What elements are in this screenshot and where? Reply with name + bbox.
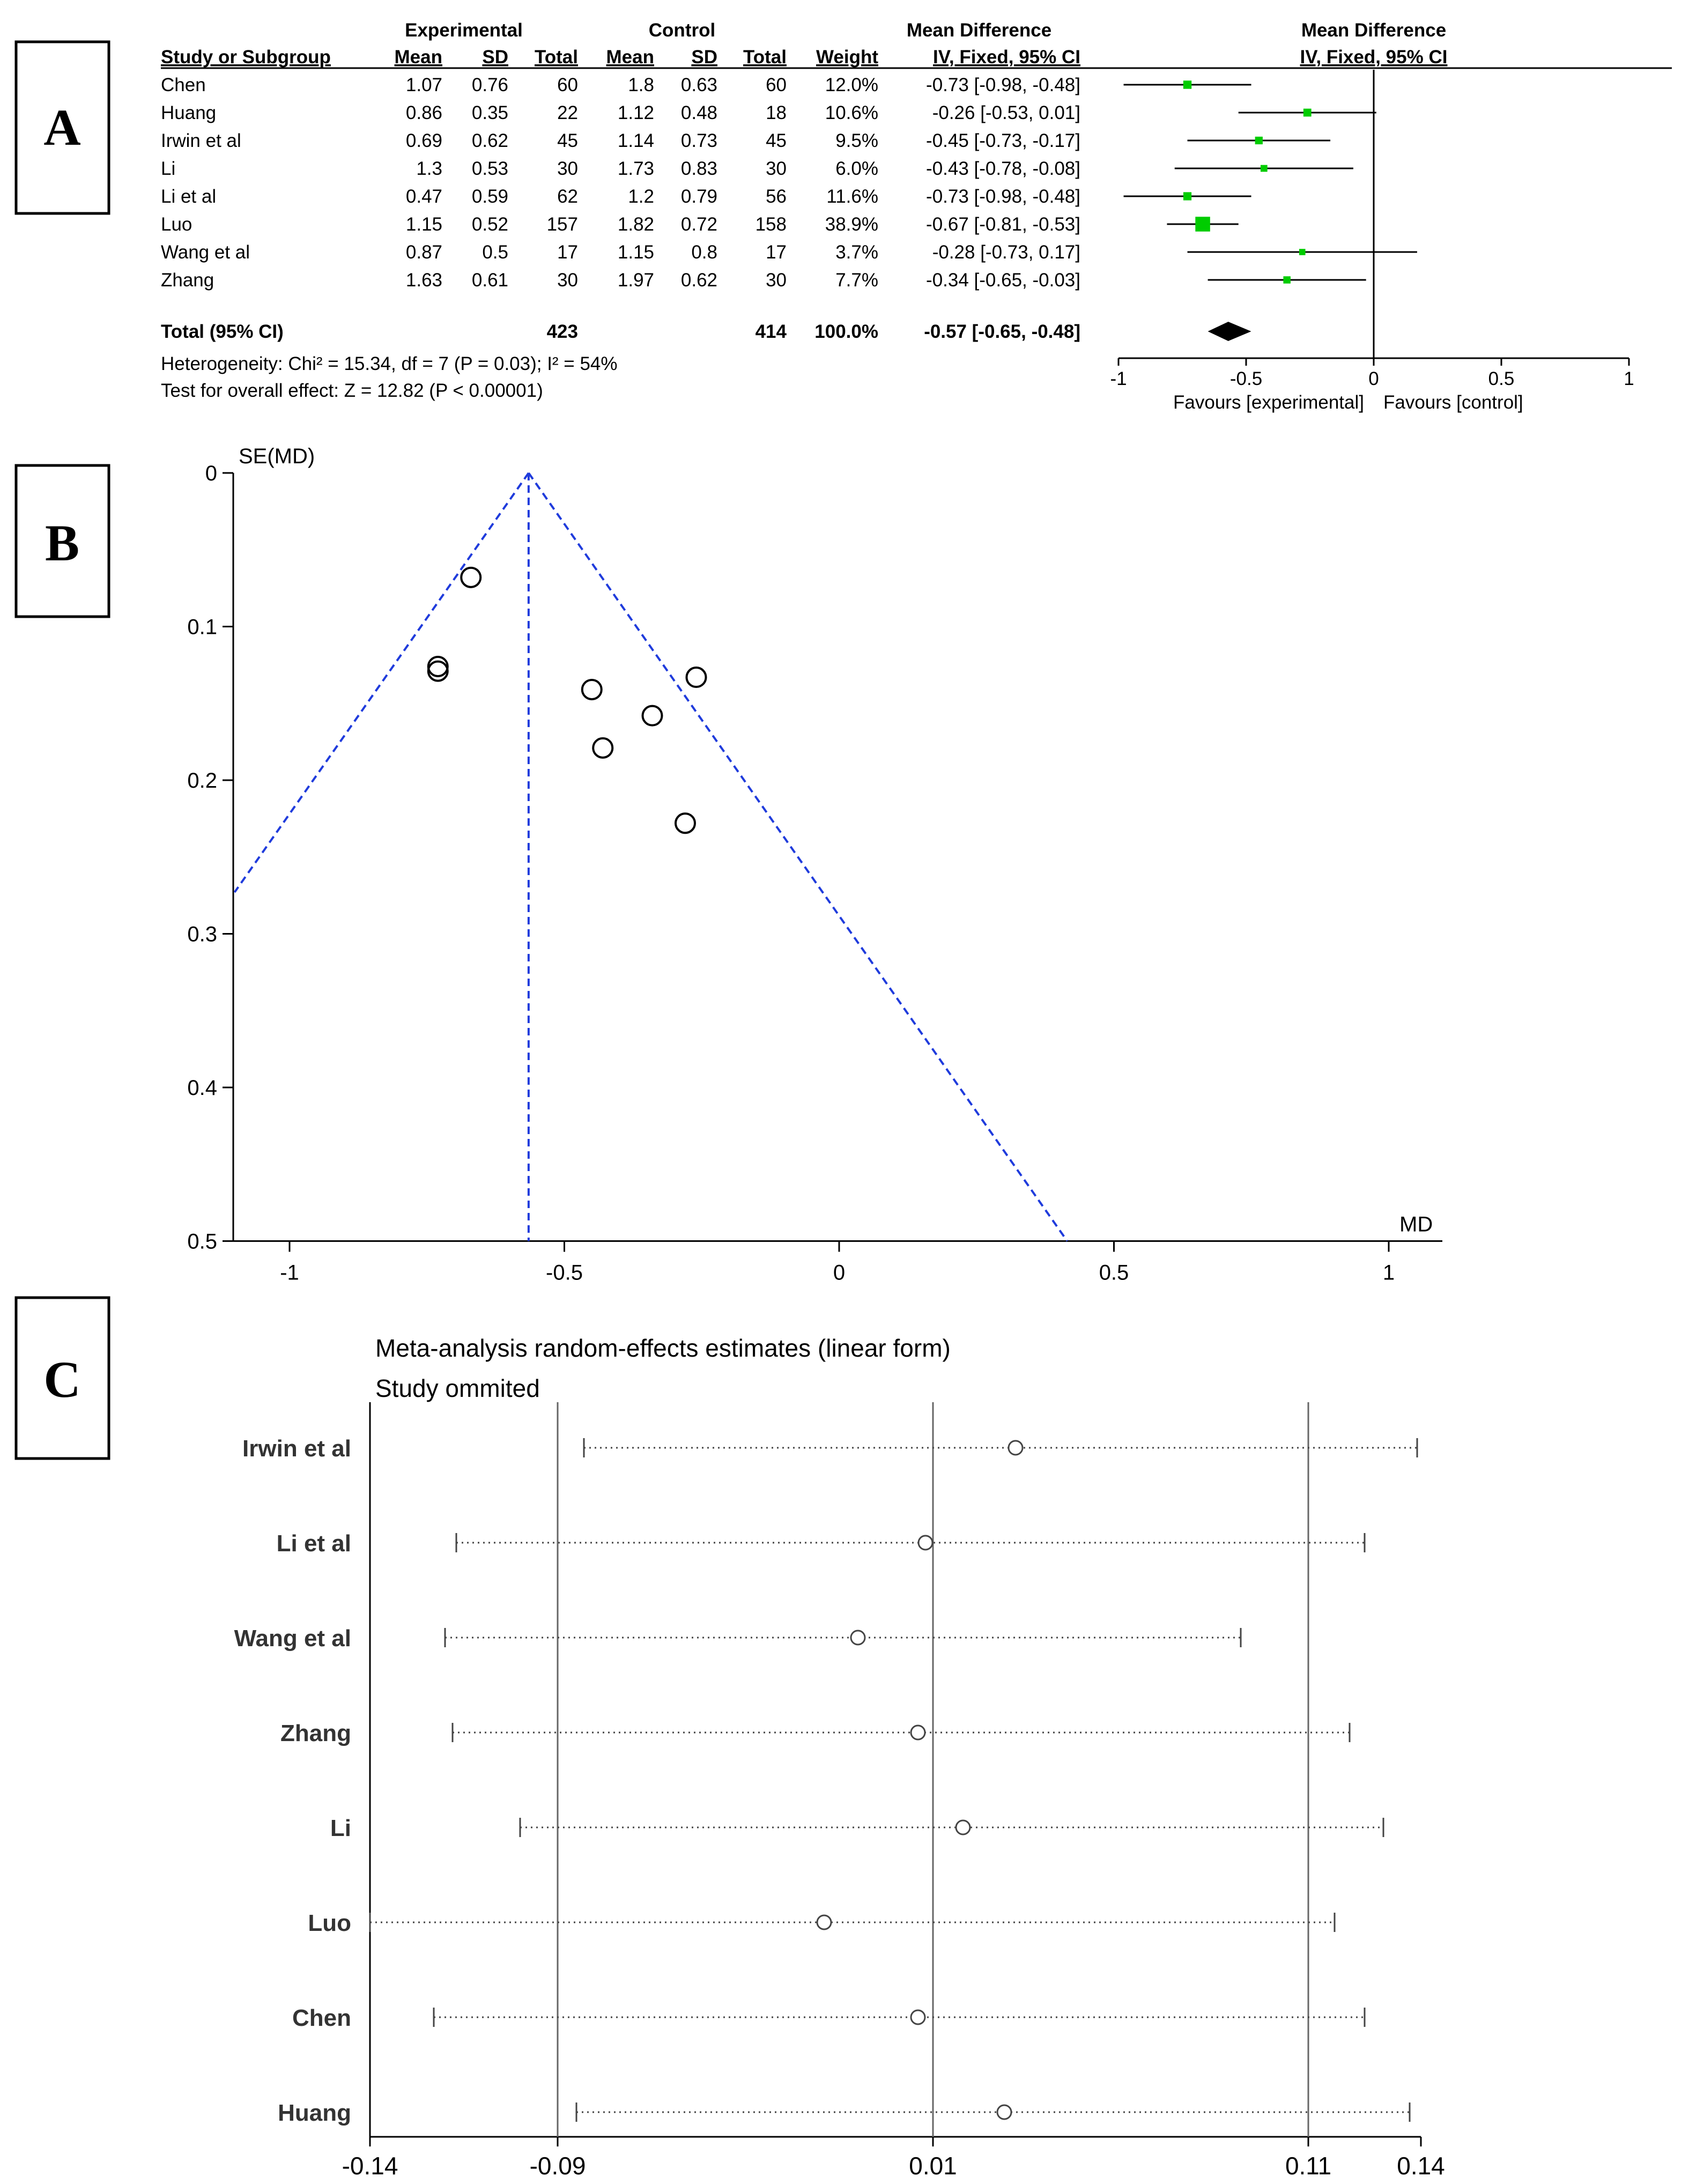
omitted-study-label: Luo xyxy=(308,1910,351,1936)
cell-e-mean: 1.3 xyxy=(416,158,442,179)
omitted-study-label: Wang et al xyxy=(234,1625,351,1652)
cell-ci-text: -0.73 [-0.98, -0.48] xyxy=(926,75,1080,95)
cell-study: Wang et al xyxy=(161,242,250,263)
column-header: Total xyxy=(743,47,787,68)
estimate-point xyxy=(911,2010,925,2024)
cell-e-mean: 0.47 xyxy=(405,186,442,207)
cell-ci-text: -0.28 [-0.73, 0.17] xyxy=(932,242,1080,263)
column-header: SD xyxy=(691,47,717,68)
x-tick-label: -0.5 xyxy=(546,1261,583,1285)
cell-ci-text: -0.26 [-0.53, 0.01] xyxy=(932,102,1080,123)
heterogeneity-text: Heterogeneity: Chi² = 15.34, df = 7 (P = 0.03); I² = 54% xyxy=(161,353,618,374)
header-md-plot: Mean Difference xyxy=(1301,20,1447,41)
y-tick-label: 0.5 xyxy=(187,1230,217,1254)
cell-e-mean: 0.86 xyxy=(405,102,442,123)
x-tick-label: 0 xyxy=(833,1261,846,1285)
cell-e-total: 22 xyxy=(557,102,578,123)
effect-square xyxy=(1283,276,1290,283)
cell-ci-text: -0.45 [-0.73, -0.17] xyxy=(926,130,1080,151)
cell-study: Zhang xyxy=(161,270,214,291)
cell-e-sd: 0.35 xyxy=(471,102,508,123)
cell-c-mean: 1.14 xyxy=(617,130,654,151)
x-tick-label: -1 xyxy=(280,1261,299,1285)
cell-e-sd: 0.62 xyxy=(471,130,508,151)
cell-e-mean: 1.63 xyxy=(405,270,442,291)
favours-experimental: Favours [experimental] xyxy=(1173,392,1364,413)
cell-c-sd: 0.48 xyxy=(680,102,717,123)
effect-square xyxy=(1261,165,1268,172)
cell-c-mean: 1.97 xyxy=(617,270,654,291)
total-label: Total (95% CI) xyxy=(161,321,284,342)
cell-e-sd: 0.59 xyxy=(471,186,508,207)
cell-weight: 7.7% xyxy=(835,270,878,291)
estimate-point xyxy=(851,1631,865,1645)
favours-control: Favours [control] xyxy=(1383,392,1523,413)
c-x-tick-label: 0.01 xyxy=(909,2152,957,2180)
cell-c-total: 17 xyxy=(766,242,787,263)
effect-square xyxy=(1195,217,1210,232)
sensitivity-title: Meta-analysis random-effects estimates (linear form) xyxy=(375,1334,951,1362)
cell-weight: 9.5% xyxy=(835,130,878,151)
forest-tick-label: -0.5 xyxy=(1229,368,1263,389)
cell-c-mean: 1.2 xyxy=(628,186,654,207)
column-header: IV, Fixed, 95% CI xyxy=(933,47,1080,68)
sensitivity-subtitle: Study ommited xyxy=(375,1374,540,1402)
estimate-point xyxy=(918,1536,932,1550)
effect-square xyxy=(1299,249,1306,255)
cell-weight: 12.0% xyxy=(825,75,878,95)
cell-study: Luo xyxy=(161,214,192,235)
cell-study: Huang xyxy=(161,102,217,123)
cell-study: Chen xyxy=(161,75,206,95)
forest-tick-label: 1 xyxy=(1624,368,1634,389)
y-tick-label: 0.2 xyxy=(187,769,217,793)
y-tick-label: 0.4 xyxy=(187,1076,217,1100)
cell-c-mean: 1.82 xyxy=(617,214,654,235)
cell-e-total: 60 xyxy=(557,75,578,95)
cell-e-sd: 0.53 xyxy=(471,158,508,179)
panel-label-c: C xyxy=(43,1351,81,1408)
total-control: 414 xyxy=(755,321,787,342)
estimate-point xyxy=(997,2105,1011,2119)
column-header: Total xyxy=(534,47,578,68)
header-control: Control xyxy=(648,20,716,41)
cell-e-mean: 0.87 xyxy=(405,242,442,263)
cell-c-mean: 1.12 xyxy=(617,102,654,123)
cell-c-sd: 0.73 xyxy=(680,130,717,151)
omitted-study-label: Irwin et al xyxy=(242,1435,351,1462)
column-header: SD xyxy=(482,47,508,68)
y-axis-label: SE(MD) xyxy=(239,445,315,468)
cell-weight: 38.9% xyxy=(825,214,878,235)
panel-label-b: B xyxy=(45,514,80,572)
c-x-tick-label: 0.14 xyxy=(1397,2152,1445,2180)
cell-study: Irwin et al xyxy=(161,130,241,151)
x-tick-label: 1 xyxy=(1382,1261,1395,1285)
y-tick-label: 0 xyxy=(205,462,217,485)
c-x-tick-label: 0.11 xyxy=(1285,2152,1332,2180)
cell-c-mean: 1.15 xyxy=(617,242,654,263)
panel-label-a: A xyxy=(43,99,81,156)
cell-c-total: 18 xyxy=(766,102,787,123)
cell-c-total: 60 xyxy=(766,75,787,95)
overall-effect-text: Test for overall effect: Z = 12.82 (P < 0.00001) xyxy=(161,380,543,401)
cell-c-total: 30 xyxy=(766,158,787,179)
header-md-text: Mean Difference xyxy=(906,20,1052,41)
cell-ci-text: -0.73 [-0.98, -0.48] xyxy=(926,186,1080,207)
cell-c-sd: 0.63 xyxy=(680,75,717,95)
column-header: Mean xyxy=(394,47,442,68)
column-header: Mean xyxy=(606,47,654,68)
cell-c-sd: 0.72 xyxy=(680,214,717,235)
cell-weight: 10.6% xyxy=(825,102,878,123)
c-x-tick-label: -0.09 xyxy=(529,2152,586,2180)
effect-square xyxy=(1183,192,1191,200)
cell-weight: 6.0% xyxy=(835,158,878,179)
cell-e-total: 62 xyxy=(557,186,578,207)
cell-weight: 11.6% xyxy=(826,186,878,207)
effect-square xyxy=(1303,109,1312,117)
cell-c-total: 158 xyxy=(755,214,787,235)
cell-e-mean: 1.07 xyxy=(405,75,442,95)
y-tick-label: 0.1 xyxy=(187,615,217,639)
cell-c-mean: 1.8 xyxy=(628,75,654,95)
forest-tick-label: 0.5 xyxy=(1488,368,1515,389)
cell-e-sd: 0.5 xyxy=(482,242,508,263)
estimate-point xyxy=(911,1726,925,1739)
cell-e-total: 30 xyxy=(557,270,578,291)
cell-e-total: 45 xyxy=(557,130,578,151)
cell-c-mean: 1.73 xyxy=(617,158,654,179)
cell-ci-text: -0.34 [-0.65, -0.03] xyxy=(926,270,1080,291)
cell-c-sd: 0.79 xyxy=(680,186,717,207)
effect-square xyxy=(1183,80,1191,88)
cell-e-total: 157 xyxy=(546,214,578,235)
column-header: Weight xyxy=(816,47,878,68)
cell-c-total: 56 xyxy=(766,186,787,207)
forest-tick-label: 0 xyxy=(1368,368,1379,389)
cell-ci-text: -0.67 [-0.81, -0.53] xyxy=(926,214,1080,235)
cell-weight: 3.7% xyxy=(835,242,878,263)
omitted-study-label: Li et al xyxy=(276,1530,351,1557)
x-tick-label: 0.5 xyxy=(1099,1261,1129,1285)
total-experimental: 423 xyxy=(546,321,578,342)
cell-e-mean: 0.69 xyxy=(405,130,442,151)
omitted-study-label: Huang xyxy=(278,2100,351,2126)
forest-tick-label: -1 xyxy=(1110,368,1127,389)
estimate-point xyxy=(956,1820,970,1834)
cell-study: Li et al xyxy=(161,186,217,207)
estimate-point xyxy=(1009,1441,1023,1455)
cell-e-total: 17 xyxy=(557,242,578,263)
cell-c-sd: 0.83 xyxy=(680,158,717,179)
cell-ci-text: -0.43 [-0.78, -0.08] xyxy=(926,158,1080,179)
header-experimental: Experimental xyxy=(405,20,523,41)
cell-e-mean: 1.15 xyxy=(405,214,442,235)
total-ci: -0.57 [-0.65, -0.48] xyxy=(924,321,1080,342)
cell-study: Li xyxy=(161,158,176,179)
column-header: Study or Subgroup xyxy=(161,47,331,68)
estimate-point xyxy=(817,1915,831,1929)
omitted-study-label: Zhang xyxy=(280,1720,351,1746)
cell-c-sd: 0.62 xyxy=(680,270,717,291)
cell-c-total: 30 xyxy=(766,270,787,291)
omitted-study-label: Li xyxy=(330,1815,351,1841)
x-axis-label: MD xyxy=(1399,1212,1433,1237)
total-weight: 100.0% xyxy=(814,321,878,342)
c-x-tick-label: -0.14 xyxy=(342,2152,398,2180)
effect-square xyxy=(1255,137,1263,144)
cell-c-total: 45 xyxy=(766,130,787,151)
column-header: IV, Fixed, 95% CI xyxy=(1300,47,1448,68)
omitted-study-label: Chen xyxy=(292,2005,351,2031)
cell-e-sd: 0.76 xyxy=(471,75,508,95)
cell-e-sd: 0.52 xyxy=(471,214,508,235)
cell-e-sd: 0.61 xyxy=(471,270,508,291)
cell-c-sd: 0.8 xyxy=(691,242,717,263)
y-tick-label: 0.3 xyxy=(187,922,217,946)
cell-e-total: 30 xyxy=(557,158,578,179)
